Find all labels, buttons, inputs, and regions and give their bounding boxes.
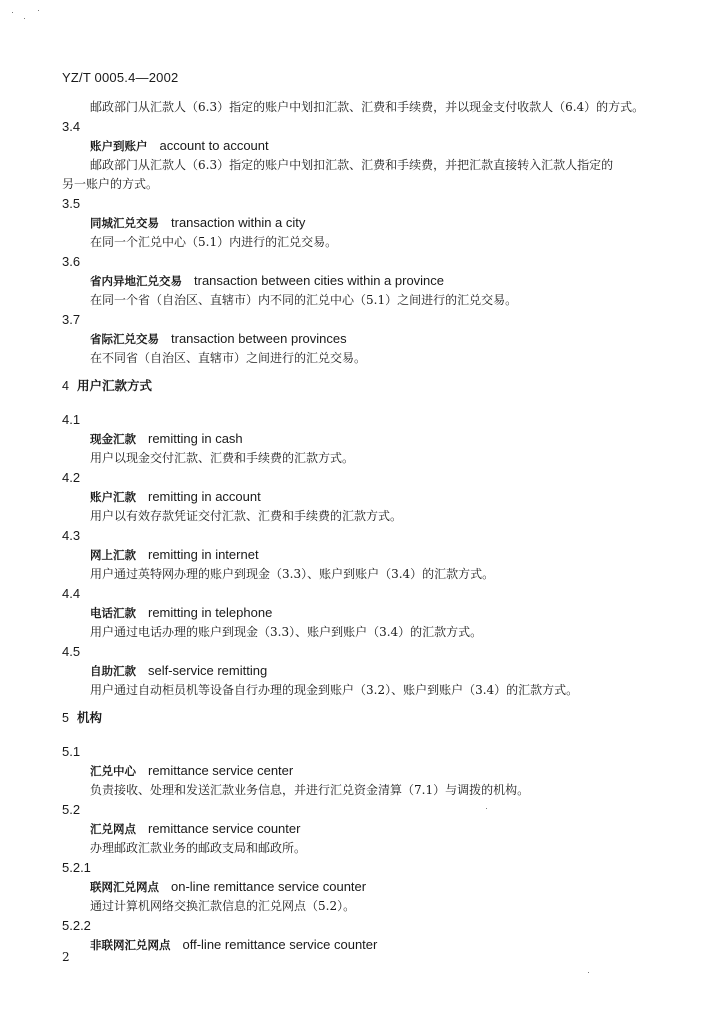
section-heading — [62, 376, 662, 396]
term-chinese: 汇兑网点 — [90, 822, 136, 836]
term-entry — [62, 329, 662, 349]
term-entry — [62, 761, 662, 781]
term-entry — [62, 429, 662, 449]
definition-text: 用户以有效存款凭证交付汇款、汇费和手续费的汇款方式。 — [90, 509, 403, 523]
section-title: 用户汇款方式 — [76, 378, 152, 393]
term-english: transaction within a city — [171, 215, 306, 230]
term-chinese: 联网汇兑网点 — [90, 880, 159, 894]
clause-number: 5.2.2 — [62, 918, 91, 933]
term-entry — [62, 877, 662, 897]
clause-number: 4.3 — [62, 528, 81, 543]
definition-text: 用户以现金交付汇款、汇费和手续费的汇款方式。 — [90, 451, 355, 465]
term-entry — [62, 661, 662, 681]
clause-number: 3.6 — [62, 254, 81, 269]
term-chinese: 现金汇款 — [90, 432, 136, 446]
term-english: remitting in cash — [148, 431, 243, 446]
term-entry — [62, 487, 662, 507]
section-number: 5 — [62, 711, 69, 725]
term-chinese: 省际汇兑交易 — [90, 332, 159, 346]
term-english: remitting in internet — [148, 547, 259, 562]
term-entry — [62, 545, 662, 565]
term-entry — [62, 136, 662, 156]
page-number: 2 — [62, 950, 70, 964]
definition-text: 在同一个省（自治区、直辖市）内不同的汇兑中心（5.1）之间进行的汇兑交易。 — [90, 293, 518, 307]
term-chinese: 电话汇款 — [90, 606, 136, 620]
scan-speck — [38, 10, 39, 11]
scan-speck — [486, 808, 487, 809]
definition-text: 负责接收、处理和发送汇款业务信息，并进行汇兑资金清算（7.1）与调拨的机构。 — [90, 783, 530, 797]
term-chinese: 网上汇款 — [90, 548, 136, 562]
definition-text: 在不同省（自治区、直辖市）之间进行的汇兑交易。 — [90, 351, 367, 365]
section-title: 机构 — [76, 710, 102, 725]
clause-number: 5.2.1 — [62, 860, 91, 875]
term-chinese: 账户到账户 — [90, 139, 148, 153]
term-english: remittance service center — [148, 763, 294, 778]
definition-text: 办理邮政汇款业务的邮政支局和邮政所。 — [90, 841, 307, 855]
section-number: 4 — [62, 379, 69, 393]
definition-text: 另一账户的方式。 — [62, 177, 159, 191]
definition-text: 用户通过电话办理的账户到现金（3.3）、账户到账户（3.4）的汇款方式。 — [90, 625, 483, 639]
standard-code-header: YZ/T 0005.4—2002 — [62, 70, 179, 85]
clause-number: 4.2 — [62, 470, 81, 485]
clause-number: 4.4 — [62, 586, 81, 601]
clause-number: 4.5 — [62, 644, 81, 659]
term-entry — [62, 603, 662, 623]
term-english: transaction between provinces — [171, 331, 347, 346]
term-english: account to account — [159, 138, 269, 153]
term-entry — [62, 271, 662, 291]
clause-number: 5.1 — [62, 744, 81, 759]
term-entry — [62, 935, 662, 955]
term-english: on-line remittance service counter — [171, 879, 367, 894]
definition-text: 邮政部门从汇款人（6.3）指定的账户中划扣汇款、汇费和手续费，并把汇款直接转入汇款人指定的 — [90, 158, 614, 172]
scan-speck — [24, 18, 25, 19]
term-entry — [62, 819, 662, 839]
clause-number: 5.2 — [62, 802, 81, 817]
clause-number: 3.7 — [62, 312, 81, 327]
clause-number: 4.1 — [62, 412, 81, 427]
term-entry — [62, 213, 662, 233]
term-english: self-service remitting — [148, 663, 268, 678]
document-body — [62, 98, 662, 955]
section-heading — [62, 708, 662, 728]
term-chinese: 非联网汇兑网点 — [90, 938, 171, 952]
term-english: transaction between cities within a province — [194, 273, 445, 288]
scan-speck — [12, 12, 13, 13]
term-english: remitting in telephone — [148, 605, 273, 620]
clause-number: 3.4 — [62, 119, 81, 134]
term-chinese: 同城汇兑交易 — [90, 216, 159, 230]
definition-text: 邮政部门从汇款人（6.3）指定的账户中划扣汇款、汇费和手续费，并以现金支付收款人（6.4）的方式。 — [90, 100, 645, 114]
term-english: off-line remittance service counter — [182, 937, 378, 952]
term-english: remittance service counter — [148, 821, 301, 836]
clause-number: 3.5 — [62, 196, 81, 211]
definition-text: 用户通过英特网办理的账户到现金（3.3）、账户到账户（3.4）的汇款方式。 — [90, 567, 495, 581]
term-chinese: 自助汇款 — [90, 664, 136, 678]
definition-text: 在同一个汇兑中心（5.1）内进行的汇兑交易。 — [90, 235, 338, 249]
term-chinese: 省内异地汇兑交易 — [90, 274, 182, 288]
term-chinese: 汇兑中心 — [90, 764, 136, 778]
definition-text: 通过计算机网络交换汇款信息的汇兑网点（5.2）。 — [90, 899, 356, 913]
term-english: remitting in account — [148, 489, 261, 504]
term-chinese: 账户汇款 — [90, 490, 136, 504]
scan-speck — [588, 972, 589, 973]
definition-text: 用户通过自动柜员机等设备自行办理的现金到账户（3.2）、账户到账户（3.4）的汇款方式。 — [90, 683, 579, 697]
